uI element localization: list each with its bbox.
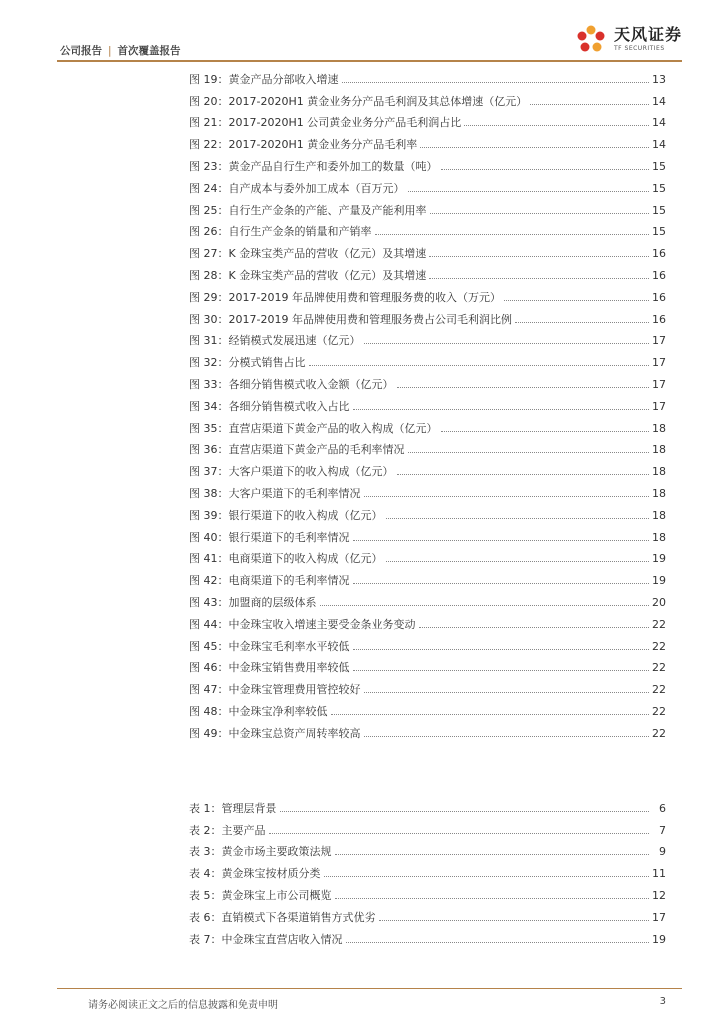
dot-leader xyxy=(353,540,650,541)
dot-leader xyxy=(353,649,650,650)
toc-entry-page: 18 xyxy=(652,465,666,479)
toc-entry-page: 15 xyxy=(652,181,666,195)
table-entry[interactable] xyxy=(189,925,666,947)
figure-entry[interactable] xyxy=(189,392,666,414)
toc-entry-label: 图 40：银行渠道下的毛利率情况 xyxy=(189,530,350,544)
figure-entry[interactable] xyxy=(189,523,666,545)
toc-entry-page: 22 xyxy=(652,726,666,740)
figure-entry[interactable] xyxy=(189,327,666,349)
dot-leader xyxy=(379,920,650,921)
toc-entry-label: 图 21：2017-2020H1 公司黄金业务分产品毛利润占比 xyxy=(189,116,462,130)
toc-entry-page: 22 xyxy=(652,661,666,675)
figure-entry[interactable] xyxy=(189,174,666,196)
toc-entry-page: 17 xyxy=(652,377,666,391)
figure-entry[interactable] xyxy=(189,436,666,458)
header-separator: | xyxy=(108,44,112,57)
dot-leader xyxy=(309,365,650,366)
toc-entry-label: 图 47：中金珠宝管理费用管控较好 xyxy=(189,683,361,697)
toc-entry-label: 图 32：分模式销售占比 xyxy=(189,356,306,370)
figure-entry[interactable] xyxy=(189,65,666,87)
figure-entry[interactable] xyxy=(189,283,666,305)
toc-entry-page: 22 xyxy=(652,704,666,718)
dot-leader xyxy=(353,409,650,410)
dot-leader xyxy=(342,82,650,83)
toc-entry-page: 15 xyxy=(652,159,666,173)
toc-entry-page: 14 xyxy=(652,94,666,108)
toc-entry-page: 16 xyxy=(652,290,666,304)
toc-entry-label: 图 30：2017-2019 年品牌使用费和管理服务费占公司毛利润比例 xyxy=(189,312,512,326)
toc-entry-page: 22 xyxy=(652,617,666,631)
figure-entry[interactable] xyxy=(189,479,666,501)
toc-entry-label: 图 27：K 金珠宝类产品的营收（亿元）及其增速 xyxy=(189,247,427,261)
dot-leader xyxy=(397,474,650,475)
report-category: 公司报告 xyxy=(60,45,102,57)
dot-leader xyxy=(269,833,650,834)
toc-entry-label: 图 48：中金珠宝净利率较低 xyxy=(189,704,328,718)
dot-leader xyxy=(364,692,650,693)
figure-entry[interactable] xyxy=(189,218,666,240)
toc-entry-page: 18 xyxy=(652,530,666,544)
dot-leader xyxy=(441,431,650,432)
toc-entry-page: 11 xyxy=(652,867,666,881)
dot-leader xyxy=(353,670,650,671)
figure-entry[interactable] xyxy=(189,501,666,523)
toc-entry-page: 16 xyxy=(652,312,666,326)
dot-leader xyxy=(386,518,650,519)
toc-entry-label: 图 26：自行生产金条的销量和产销率 xyxy=(189,225,372,239)
figure-entry[interactable] xyxy=(189,457,666,479)
toc-entry-label: 表 7：中金珠宝直营店收入情况 xyxy=(189,932,343,946)
table-entry[interactable] xyxy=(189,816,666,838)
toc-entry-label: 图 44：中金珠宝收入增速主要受金条业务变动 xyxy=(189,617,416,631)
toc-entry-label: 图 49：中金珠宝总资产周转率较高 xyxy=(189,726,361,740)
toc-entry-page: 20 xyxy=(652,595,666,609)
toc-entry-label: 图 38：大客户渠道下的毛利率情况 xyxy=(189,486,361,500)
toc-entry-page: 16 xyxy=(652,247,666,261)
figure-entry[interactable] xyxy=(189,152,666,174)
dot-leader xyxy=(515,322,649,323)
dot-leader xyxy=(386,561,650,562)
footer-divider xyxy=(57,988,682,989)
toc-entry-page: 17 xyxy=(652,910,666,924)
toc-entry-page: 15 xyxy=(652,203,666,217)
figure-entry[interactable] xyxy=(189,196,666,218)
figure-entry[interactable] xyxy=(189,654,666,676)
report-type-header xyxy=(60,43,181,58)
dot-leader xyxy=(346,942,650,943)
figure-entry[interactable] xyxy=(189,370,666,392)
toc-entry-label: 图 42：电商渠道下的毛利率情况 xyxy=(189,574,350,588)
toc-entry-label: 表 3：黄金市场主要政策法规 xyxy=(189,845,332,859)
toc-entry-page: 12 xyxy=(652,888,666,902)
figure-entry[interactable] xyxy=(189,414,666,436)
toc-entry-page: 18 xyxy=(652,421,666,435)
dot-leader xyxy=(364,496,650,497)
table-entry[interactable] xyxy=(189,859,666,881)
dot-leader xyxy=(408,191,650,192)
flower-logo-icon xyxy=(574,24,608,54)
dot-leader xyxy=(397,387,650,388)
toc-entry-label: 图 33：各细分销售模式收入金额（亿元） xyxy=(189,377,394,391)
dot-leader xyxy=(430,213,650,214)
header-divider xyxy=(57,60,682,62)
toc-entry-page: 14 xyxy=(652,138,666,152)
dot-leader xyxy=(324,876,650,877)
toc-entry-label: 图 41：电商渠道下的收入构成（亿元） xyxy=(189,552,383,566)
toc-entry-page: 13 xyxy=(652,72,666,86)
table-entry[interactable] xyxy=(189,881,666,903)
toc-entry-label: 图 25：自行生产金条的产能、产量及产能利用率 xyxy=(189,203,427,217)
figure-entry[interactable] xyxy=(189,348,666,370)
dot-leader xyxy=(420,147,649,148)
dot-leader xyxy=(320,605,650,606)
toc-entry-page: 7 xyxy=(659,823,666,837)
dot-leader xyxy=(353,583,650,584)
toc-entry-page: 18 xyxy=(652,486,666,500)
toc-entry-page: 18 xyxy=(652,508,666,522)
table-entry[interactable] xyxy=(189,838,666,860)
toc-entry-page: 16 xyxy=(652,268,666,282)
toc-entry-page: 19 xyxy=(652,574,666,588)
figure-entry[interactable] xyxy=(189,610,666,632)
toc-entry-label: 图 36：直营店渠道下黄金产品的毛利率情况 xyxy=(189,443,405,457)
toc-entry-label: 图 37：大客户渠道下的收入构成（亿元） xyxy=(189,465,394,479)
toc-entry-label: 图 46：中金珠宝销售费用率较低 xyxy=(189,661,350,675)
toc-entry-label: 表 2：主要产品 xyxy=(189,823,266,837)
figure-entry[interactable] xyxy=(189,130,666,152)
dot-leader xyxy=(335,898,650,899)
toc-entry-page: 9 xyxy=(659,845,666,859)
figure-entry[interactable] xyxy=(189,675,666,697)
toc-entry-label: 图 20：2017-2020H1 黄金业务分产品毛利润及其总体增速（亿元） xyxy=(189,94,528,108)
toc-entry-label: 图 23：黄金产品自行生产和委外加工的数量（吨） xyxy=(189,159,438,173)
figure-entry[interactable] xyxy=(189,109,666,131)
figure-entry[interactable] xyxy=(189,305,666,327)
logo-english-name: TF SECURITIES xyxy=(613,44,665,52)
dot-leader xyxy=(419,627,650,628)
logo-chinese-name: 天风证券 xyxy=(613,24,682,44)
figure-entry[interactable] xyxy=(189,588,666,610)
toc-entry-label: 图 34：各细分销售模式收入占比 xyxy=(189,399,350,413)
toc-entry-label: 图 39：银行渠道下的收入构成（亿元） xyxy=(189,508,383,522)
toc-entry-page: 22 xyxy=(652,683,666,697)
toc-entry-label: 图 31：经销模式发展迅速（亿元） xyxy=(189,334,361,348)
page-number: 3 xyxy=(659,996,666,1007)
toc-entry-label: 图 35：直营店渠道下黄金产品的收入构成（亿元） xyxy=(189,421,438,435)
dot-leader xyxy=(530,104,649,105)
toc-entry-label: 图 22：2017-2020H1 黄金业务分产品毛利率 xyxy=(189,138,418,152)
toc-entry-label: 图 29：2017-2019 年品牌使用费和管理服务费的收入（万元） xyxy=(189,290,501,304)
dot-leader xyxy=(429,278,649,279)
toc-entry-page: 19 xyxy=(652,932,666,946)
footer-disclaimer: 请务必阅读正文之后的信息披露和免责申明 xyxy=(88,1000,278,1011)
tf-securities-logo xyxy=(574,24,682,54)
toc-entry-page: 15 xyxy=(652,225,666,239)
figure-entry[interactable] xyxy=(189,566,666,588)
toc-entry-label: 图 19：黄金产品分部收入增速 xyxy=(189,72,339,86)
figure-entry[interactable] xyxy=(189,239,666,261)
figure-entry[interactable] xyxy=(189,87,666,109)
toc-entry-label: 图 43：加盟商的层级体系 xyxy=(189,595,317,609)
dot-leader xyxy=(408,452,650,453)
dot-leader xyxy=(464,125,649,126)
toc-entry-page: 18 xyxy=(652,443,666,457)
dot-leader xyxy=(429,256,649,257)
table-entry[interactable] xyxy=(189,794,666,816)
toc-entry-page: 19 xyxy=(652,552,666,566)
toc-entry-label: 图 24：自产成本与委外加工成本（百万元） xyxy=(189,181,405,195)
dot-leader xyxy=(364,736,650,737)
figure-entry[interactable] xyxy=(189,261,666,283)
toc-entry-label: 表 6：直销模式下各渠道销售方式优劣 xyxy=(189,910,376,924)
dot-leader xyxy=(375,234,650,235)
figure-list xyxy=(189,65,666,741)
report-subcategory: 首次覆盖报告 xyxy=(117,45,181,57)
dot-leader xyxy=(280,811,650,812)
figure-entry[interactable] xyxy=(189,719,666,741)
toc-entry-page: 22 xyxy=(652,639,666,653)
dot-leader xyxy=(335,854,650,855)
toc-entry-label: 表 1：管理层背景 xyxy=(189,801,277,815)
table-entry[interactable] xyxy=(189,903,666,925)
toc-entry-label: 表 4：黄金珠宝按材质分类 xyxy=(189,867,321,881)
toc-entry-page: 17 xyxy=(652,399,666,413)
table-list xyxy=(189,794,666,947)
dot-leader xyxy=(441,169,650,170)
figure-entry[interactable] xyxy=(189,697,666,719)
dot-leader xyxy=(364,343,650,344)
dot-leader xyxy=(504,300,649,301)
toc-entry-page: 6 xyxy=(659,801,666,815)
dot-leader xyxy=(331,714,650,715)
toc-entry-page: 14 xyxy=(652,116,666,130)
figure-entry[interactable] xyxy=(189,545,666,567)
toc-entry-label: 图 28：K 金珠宝类产品的营收（亿元）及其增速 xyxy=(189,268,427,282)
toc-entry-label: 图 45：中金珠宝毛利率水平较低 xyxy=(189,639,350,653)
toc-entry-page: 17 xyxy=(652,356,666,370)
figure-entry[interactable] xyxy=(189,632,666,654)
toc-entry-page: 17 xyxy=(652,334,666,348)
toc-entry-label: 表 5：黄金珠宝上市公司概览 xyxy=(189,888,332,902)
